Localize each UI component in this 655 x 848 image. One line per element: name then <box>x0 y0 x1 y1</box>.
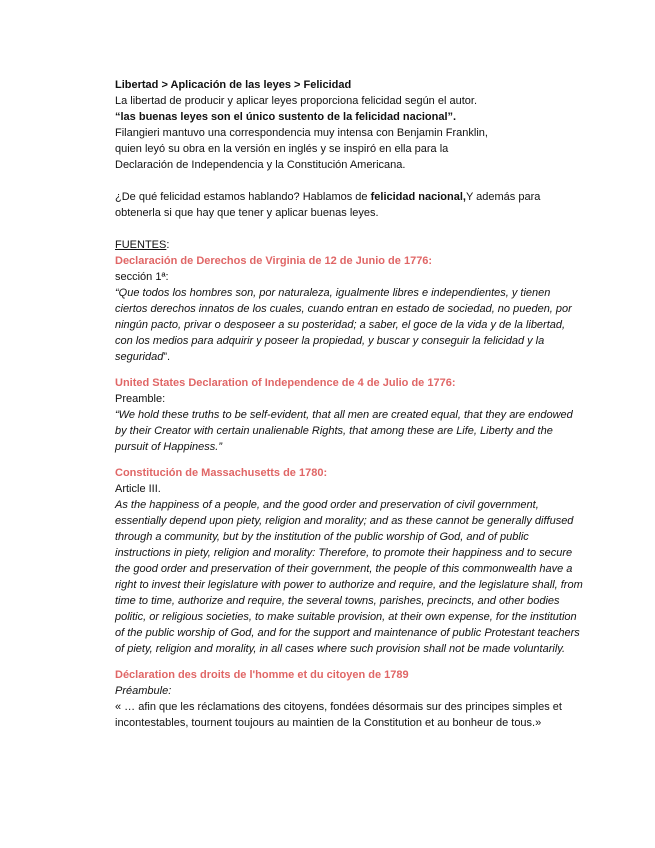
source-subtitle: sección 1ª: <box>115 271 169 283</box>
source-subtitle: Préambule: <box>115 685 172 697</box>
intro-line-1: La libertad de producir y aplicar leyes proporciona felicidad según el autor. <box>115 95 477 107</box>
source-text-italic: “Que todos los hombres son, por naturaleza, igualmente libres e independientes, y tienen ciertos derechos innatos de los cuales, cuando entran en estado de sociedad, no pueden, por ningún pacto, privar o desposeer a su posteridad; a saber, el goce de la vida y de la libertad, con los medios para adquirir y poseer la propiedad, y buscar y conseguir la felicidad y la seguridad <box>115 287 572 363</box>
source-subtitle: Preamble: <box>115 393 166 405</box>
fuentes-heading <box>115 237 585 253</box>
source-text: « … afin que les réclamations des citoyens, fondées désormais sur des principes simples et incontestables, tournent toujours au maintien de la Constitution et au bonheur de tous.» <box>115 701 562 729</box>
source-subtitle: Article III. <box>115 483 161 495</box>
intro-line-2: Filangieri mantuvo una correspondencia muy intensa con Benjamin Franklin, <box>115 127 488 139</box>
fuentes-label: FUENTES <box>115 239 167 251</box>
source-title: Constitución de Massachusetts de 1780: <box>115 467 328 479</box>
source-title: Declaración de Derechos de Virginia de 12 de Junio de 1776: <box>115 255 433 267</box>
question-line-1 <box>115 189 585 205</box>
source-virginia <box>115 253 585 365</box>
breadcrumb: Libertad > Aplicación de las leyes > Felicidad <box>115 79 352 91</box>
source-text <box>115 285 585 365</box>
source-text-end: ”. <box>163 351 171 363</box>
document-page <box>115 77 585 731</box>
fuentes-colon: : <box>166 239 170 251</box>
source-text: “We hold these truths to be self-evident, that all men are created equal, that they are endowed by their Creator with certain unalienable Rights, that among these are Life, Liberty and the pursuit of Happiness.” <box>115 409 573 453</box>
intro-line-4: Declaración de Independencia y la Constitución Americana. <box>115 159 406 171</box>
source-text: As the happiness of a people, and the good order and preservation of civil government, essentially depend upon piety, religion and morality; and as these cannot be generally diffused through a community, but by the institution of the public worship of God, and of public instructions in piety, religion and morality: Therefore, to promote their happiness and to secure the good order and preservation of their government, the people of this commonwealth have a right to invest their legislature with power to authorize and require, and the legislature shall, from time to time, authorize and require, the several towns, parishes, precincts, and other bodies politic, or religious societies, to make suitable provision, at their own expense, for the institution of the public worship of God, and for the support and maintenance of public Protestant teachers of piety, religion and morality, in all cases where such provision shall not be made voluntarily. <box>115 499 583 655</box>
source-title: Déclaration des droits de l'homme et du citoyen de 1789 <box>115 669 409 681</box>
question-bold: felicidad nacional, <box>370 191 466 203</box>
source-declaration-droits <box>115 667 585 731</box>
question-part-1: ¿De qué felicidad estamos hablando? Hablamos de <box>115 191 371 203</box>
question-line-2: obtenerla si que hay que tener y aplicar buenas leyes. <box>115 207 379 219</box>
question-part-2: Y además para <box>465 191 541 203</box>
source-us-declaration <box>115 375 585 455</box>
source-massachusetts <box>115 465 585 657</box>
intro-quote: “las buenas leyes son el único sustento de la felicidad nacional”. <box>115 111 457 123</box>
intro-line-3: quien leyó su obra en la versión en inglés y se inspiró en ella para la <box>115 143 449 155</box>
source-title: United States Declaration of Independence de 4 de Julio de 1776: <box>115 377 456 389</box>
